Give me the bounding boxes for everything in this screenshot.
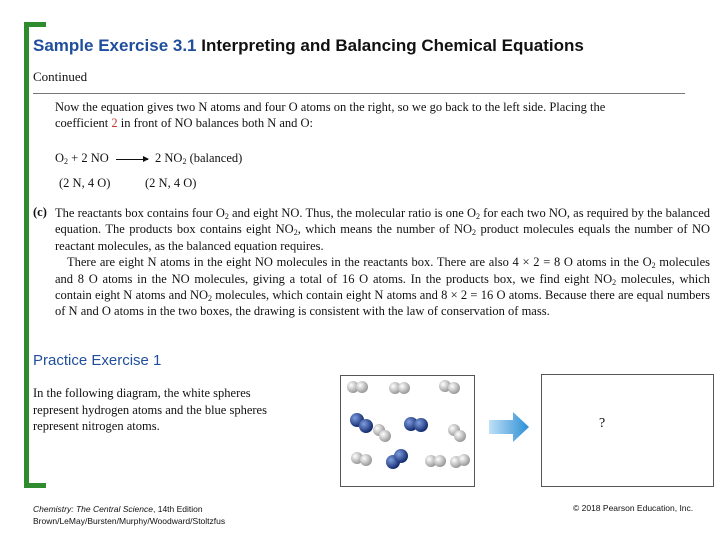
part-c-p2-seg: There are eight N atoms in the eight NO molecules in the reactants box. There are also 4 × 2 = 8 O atoms in the O <box>67 255 652 270</box>
hydrogen-molecule <box>351 452 372 466</box>
title-number: Sample Exercise 3.1 <box>33 36 197 55</box>
part-c-p1-seg: product molecules equals the number of NO reactant molecules, as the balanced equation requires. <box>55 222 710 253</box>
reactants-box <box>340 375 475 487</box>
balanced-equation <box>55 151 242 166</box>
subscript: 2 <box>612 277 617 287</box>
coefficient-highlight: 2 <box>111 116 118 130</box>
subscript: 2 <box>208 294 213 304</box>
accent-frame-left <box>24 22 29 488</box>
practice-heading: Practice Exercise 1 <box>33 352 162 369</box>
intro-line-1: Now the equation gives two N atoms and four O atoms on the right, so we go back to the left side. Placing the <box>55 100 606 114</box>
subscript: 2 <box>293 228 298 238</box>
equation-lhs-o: O <box>55 151 65 165</box>
lhs-atom-count: (2 N, 4 O) <box>59 176 111 190</box>
accent-frame-bottom <box>24 483 46 488</box>
reactants-molecules <box>341 376 474 486</box>
part-c-p2-seg: molecules, which contain eight N atoms and NO <box>55 271 710 303</box>
products-box <box>541 374 714 487</box>
nitrogen-molecule <box>350 413 373 433</box>
intro-paragraph <box>55 99 695 131</box>
subscript: 2 <box>472 228 477 238</box>
part-c-p2-seg: molecules, which contain eight N atoms and 8 × 2 = 16 O atoms. Because there are equal numbers of N and O atoms in the two boxes, the drawing is consistent with the law of conservation of mass. <box>55 288 710 319</box>
part-c-p1-seg: and eight NO. Thus, the molecular ratio is one O <box>228 206 477 220</box>
book-authors: Brown/LeMay/Bursten/Murphy/Woodward/Stoltzfus <box>33 516 226 526</box>
blue-arrow-icon <box>489 412 531 442</box>
subscript: 2 <box>651 261 656 271</box>
part-c-p1-seg: , which means the number of NO <box>297 222 473 237</box>
book-edition: , 14th Edition <box>153 504 203 514</box>
reaction-arrow-icon <box>116 159 148 160</box>
part-c-p1-seg: for each two NO, as required by the balanced equation. The products box contains eight NO <box>55 206 711 237</box>
rhs-atom-count: (2 N, 4 O) <box>145 176 197 190</box>
part-c-p1-seg: The reactants box contains four O <box>55 206 225 220</box>
unknown-products-mark: ? <box>599 416 606 431</box>
hydrogen-molecule <box>425 455 446 467</box>
subscript: 2 <box>224 212 229 221</box>
book-title: Chemistry: The Central Science <box>33 504 153 514</box>
hydrogen-molecule <box>373 424 391 442</box>
hydrogen-molecule <box>389 382 410 394</box>
part-c-p2-seg: molecules and 8 O atoms in the NO molecules, giving a total of 16 O atoms. In the products box, we find eight NO <box>55 255 710 286</box>
footer-copyright: © 2018 Pearson Education, Inc. <box>573 503 694 513</box>
intro-line-2a: coefficient <box>55 116 112 130</box>
part-c-text <box>55 205 710 320</box>
equation-rhs: 2 NO <box>155 151 183 165</box>
title-text: Interpreting and Balancing Chemical Equations <box>196 36 584 55</box>
hydrogen-molecule <box>448 424 466 442</box>
equation-rhs-note: (balanced) <box>186 151 243 165</box>
part-c-label: (c) <box>33 205 47 219</box>
equation-lhs-o-sub: 2 <box>64 157 69 166</box>
part-c-paragraph-1 <box>55 205 710 254</box>
subscript: 2 <box>476 212 481 221</box>
equation-rhs-sub: 2 <box>182 157 187 166</box>
continued-label: Continued <box>33 69 88 84</box>
nitrogen-molecule <box>404 417 428 432</box>
hydrogen-molecule <box>347 381 368 393</box>
equation-lhs-rest: + 2 NO <box>68 151 109 165</box>
hydrogen-molecule <box>439 380 460 394</box>
divider <box>33 93 685 94</box>
hydrogen-molecule <box>450 454 470 468</box>
nitrogen-molecule <box>386 449 408 469</box>
intro-line-2b: in front of NO balances both N and O: <box>117 116 314 130</box>
footer-citation <box>33 503 225 527</box>
page-title <box>33 36 584 56</box>
practice-text: In the following diagram, the white spheres represent hydrogen atoms and the blue spheres represent nitrogen atoms. <box>33 386 267 433</box>
part-c-paragraph-2 <box>55 254 710 320</box>
